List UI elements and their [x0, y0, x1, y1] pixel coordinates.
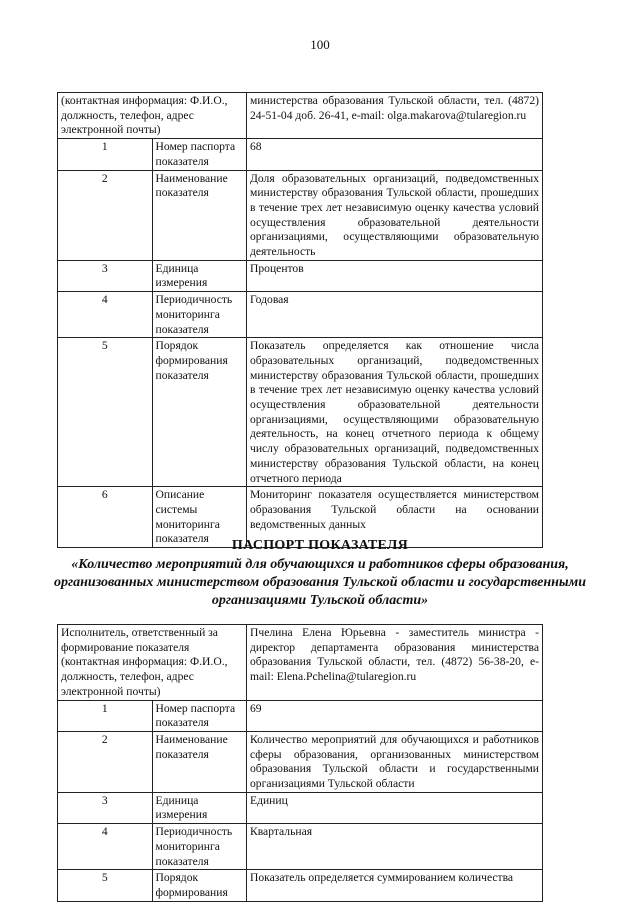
row-label: Периодичность мониторинга показателя	[152, 824, 247, 870]
passport-table-69	[57, 624, 543, 902]
executor-label: Исполнитель, ответственный за формирование показателя (контактная информация: Ф.И.О., должность, телефон, адрес электронной почты)	[58, 625, 247, 701]
page-number: 100	[310, 37, 330, 52]
row-number: 4	[58, 824, 153, 870]
row-value: Единиц	[247, 792, 543, 823]
executor-value: Пчелина Елена Юрьевна - заместитель министра - директор департамента образования министерства образования Тульской области, тел. (4872) 56-38-20, e-mail: Elena.Pchelina@tularegion.ru	[247, 625, 543, 701]
table-row	[58, 792, 543, 823]
table-row	[58, 260, 543, 291]
row-label: Единица измерения	[152, 792, 247, 823]
row-number: 4	[58, 292, 153, 338]
row-number: 2	[58, 170, 153, 260]
row-value: 69	[247, 700, 543, 731]
row-label: Номер паспорта показателя	[152, 700, 247, 731]
table-row	[58, 338, 543, 487]
row-value: Процентов	[247, 260, 543, 291]
table-row	[58, 824, 543, 870]
row-value: Доля образовательных организаций, подведомственных министерству образования Тульской области, прошедших в течение трех лет независимую оценку качества условий осуществления образовательной деятельности организациями, осуществляющими образовательную деятельность	[247, 170, 543, 260]
contact-label: (контактная информация: Ф.И.О., должность, телефон, адрес электронной почты)	[58, 93, 247, 139]
row-label: Наименование показателя	[152, 731, 247, 792]
row-label: Номер паспорта показателя	[152, 139, 247, 170]
contact-value: министерства образования Тульской области, тел. (4872) 24-51-04 доб. 26-41, e-mail: olga.makarova@tularegion.ru	[247, 93, 543, 139]
row-label: Единица измерения	[152, 260, 247, 291]
row-label: Порядок формирования показателя	[152, 338, 247, 487]
passport-table-68	[57, 92, 543, 548]
table-row	[58, 139, 543, 170]
row-label: Периодичность мониторинга показателя	[152, 292, 247, 338]
row-number: 3	[58, 260, 153, 291]
row-value: Годовая	[247, 292, 543, 338]
row-label: Порядок формирования	[152, 870, 247, 901]
row-value: 68	[247, 139, 543, 170]
table-row	[58, 170, 543, 260]
table-row	[58, 870, 543, 901]
row-label: Наименование показателя	[152, 170, 247, 260]
row-value: Мониторинг показателя осуществляется министерством образования Тульской области на основании ведомственных данных	[247, 487, 543, 548]
row-label: Описание системы мониторинга показателя	[152, 487, 247, 548]
row-value: Показатель определяется суммированием количества	[247, 870, 543, 901]
row-number: 1	[58, 139, 153, 170]
row-number: 5	[58, 870, 153, 901]
table-row-contact	[58, 93, 543, 139]
passport-title: ПАСПОРТ ПОКАЗАТЕЛЯ	[231, 538, 409, 553]
table-row	[58, 700, 543, 731]
row-value: Количество мероприятий для обучающихся и работников сферы образования, организованных министерством образования Тульской области и государственными организациями Тульской области	[247, 731, 543, 792]
row-number: 5	[58, 338, 153, 487]
row-number: 1	[58, 700, 153, 731]
table-row	[58, 731, 543, 792]
row-number: 6	[58, 487, 153, 548]
row-value: Квартальная	[247, 824, 543, 870]
row-value: Показатель определяется как отношение числа образовательных организаций, подведомственных министерству образования Тульской области, прошедших в течение трех лет независимую оценку качества условий осуществления образовательной деятельности организациями, осуществляющими образовательную деятельность, на конец отчетного периода к общему числу образовательных организаций, подведомственных министерству образования Тульской области, на конец отчетного периода	[247, 338, 543, 487]
row-number: 3	[58, 792, 153, 823]
table-row-executor	[58, 625, 543, 701]
passport-subtitle: «Количество мероприятий для обучающихся и работников сферы образования, организованных министерством образования Тульской области и государственными организациями Тульской области»	[53, 557, 587, 608]
row-number: 2	[58, 731, 153, 792]
table-row	[58, 292, 543, 338]
